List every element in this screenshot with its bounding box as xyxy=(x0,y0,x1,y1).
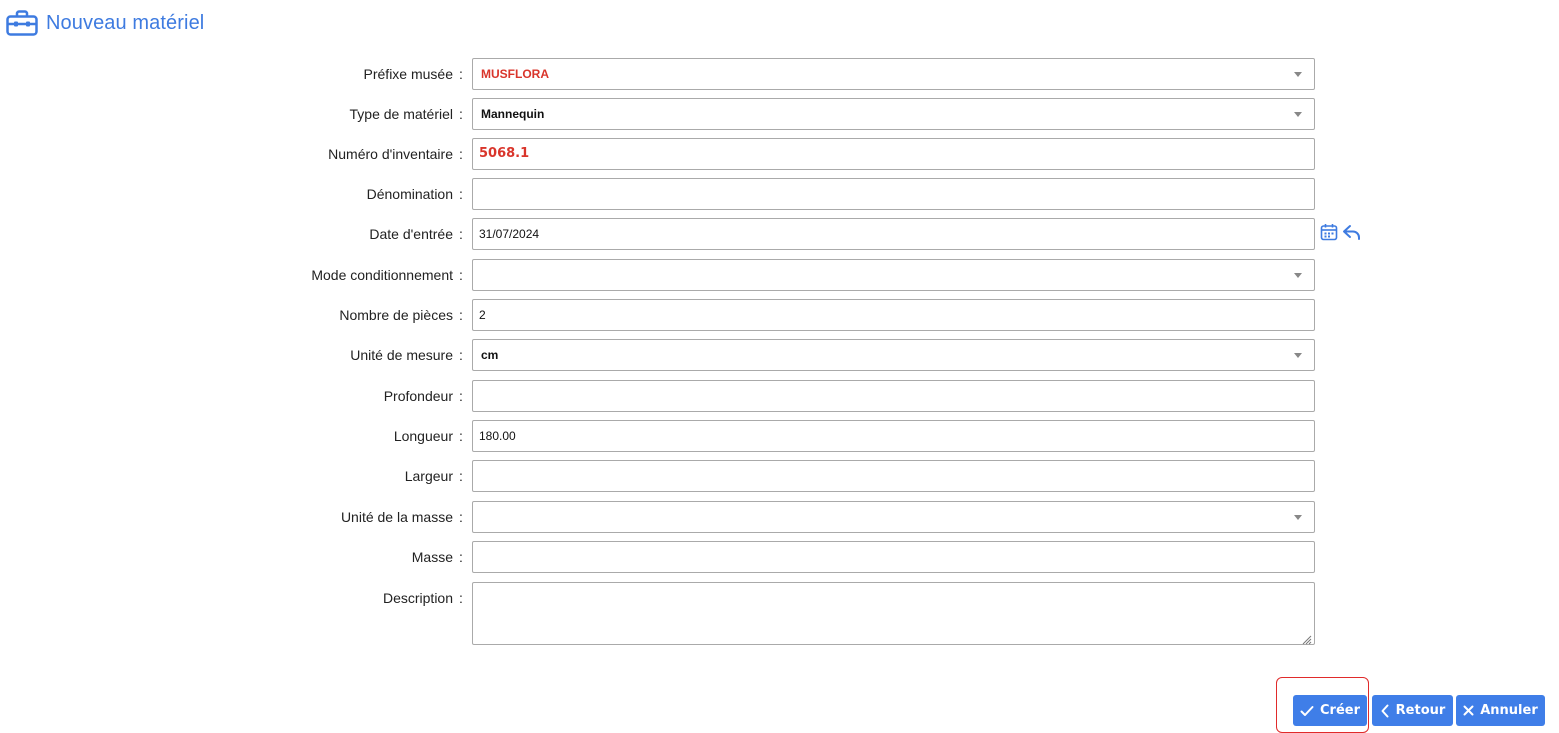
label-colon: : xyxy=(459,468,463,484)
resize-handle-icon[interactable] xyxy=(1302,632,1312,642)
label-longueur: Longueur xyxy=(393,428,453,444)
label-colon: : xyxy=(459,186,463,202)
page-title: Nouveau matériel xyxy=(46,11,205,34)
numero-inventaire-field[interactable] xyxy=(472,138,1315,170)
calendar-icon[interactable] xyxy=(1320,223,1338,246)
label-type-materiel: Type de matériel xyxy=(349,106,453,122)
chevron-down-icon xyxy=(1294,72,1302,77)
row-mode-conditionnement xyxy=(0,259,1559,291)
description-textarea[interactable] xyxy=(472,582,1315,645)
create-button-label: Créer xyxy=(1320,703,1360,718)
date-entree-value: 31/07/2024 xyxy=(479,227,540,241)
close-icon xyxy=(1463,705,1474,716)
largeur-field[interactable] xyxy=(472,460,1315,492)
cancel-button[interactable] xyxy=(1456,695,1545,726)
profondeur-field[interactable] xyxy=(472,380,1315,412)
row-largeur xyxy=(0,460,1559,492)
row-unite-masse xyxy=(0,501,1559,533)
back-button[interactable] xyxy=(1372,695,1453,726)
chevron-down-icon xyxy=(1294,273,1302,278)
label-colon: : xyxy=(459,226,463,242)
row-nombre-pieces xyxy=(0,299,1559,331)
page-header xyxy=(6,10,204,36)
row-date-entree xyxy=(0,218,1559,250)
chevron-down-icon xyxy=(1294,515,1302,520)
row-denomination xyxy=(0,178,1559,210)
row-masse xyxy=(0,541,1559,573)
check-icon xyxy=(1300,705,1314,717)
label-nombre-pieces: Nombre de pièces xyxy=(339,307,453,323)
denomination-field[interactable] xyxy=(472,178,1315,210)
label-date-entree: Date d'entrée xyxy=(369,226,453,242)
mode-conditionnement-select[interactable] xyxy=(472,259,1315,291)
label-colon: : xyxy=(459,590,463,606)
cancel-button-label: Annuler xyxy=(1480,703,1538,718)
label-colon: : xyxy=(459,146,463,162)
label-masse: Masse xyxy=(411,549,453,565)
numero-inventaire-value: 5068.1 xyxy=(479,146,530,161)
nombre-pieces-value: 2 xyxy=(479,308,486,322)
label-largeur: Largeur xyxy=(404,468,453,484)
label-colon: : xyxy=(459,106,463,122)
nombre-pieces-field[interactable] xyxy=(472,299,1315,331)
label-description: Description xyxy=(382,590,453,606)
label-colon: : xyxy=(459,66,463,82)
label-colon: : xyxy=(459,307,463,323)
chevron-down-icon xyxy=(1294,353,1302,358)
create-button[interactable] xyxy=(1293,695,1367,726)
label-unite-mesure: Unité de mesure xyxy=(350,347,453,363)
label-denomination: Dénomination xyxy=(366,186,453,202)
longueur-value: 180.00 xyxy=(479,429,516,443)
label-colon: : xyxy=(459,509,463,525)
chevron-left-icon xyxy=(1380,704,1390,718)
label-colon: : xyxy=(459,428,463,444)
type-materiel-select[interactable] xyxy=(472,98,1315,130)
label-colon: : xyxy=(459,267,463,283)
row-prefixe-musee xyxy=(0,58,1559,90)
row-description xyxy=(0,582,1559,645)
label-colon: : xyxy=(459,549,463,565)
date-actions xyxy=(1320,223,1362,246)
label-mode-conditionnement: Mode conditionnement xyxy=(311,267,453,283)
longueur-field[interactable] xyxy=(472,420,1315,452)
reply-icon[interactable] xyxy=(1342,223,1362,246)
label-colon: : xyxy=(459,347,463,363)
prefixe-musee-select[interactable] xyxy=(472,58,1315,90)
row-unite-mesure xyxy=(0,339,1559,371)
label-colon: : xyxy=(459,388,463,404)
masse-field[interactable] xyxy=(472,541,1315,573)
row-longueur xyxy=(0,420,1559,452)
row-profondeur xyxy=(0,380,1559,412)
prefixe-musee-value: MUSFLORA xyxy=(481,67,549,81)
unite-masse-select[interactable] xyxy=(472,501,1315,533)
unite-mesure-select[interactable] xyxy=(472,339,1315,371)
back-button-label: Retour xyxy=(1395,703,1446,718)
row-type-materiel xyxy=(0,98,1559,130)
label-prefixe-musee: Préfixe musée xyxy=(363,66,453,82)
toolbox-icon xyxy=(6,10,38,36)
date-entree-field[interactable] xyxy=(472,218,1315,250)
unite-mesure-value: cm xyxy=(481,348,499,362)
label-unite-masse: Unité de la masse xyxy=(340,509,453,525)
chevron-down-icon xyxy=(1294,112,1302,117)
type-materiel-value: Mannequin xyxy=(481,107,545,121)
row-numero-inventaire xyxy=(0,138,1559,170)
label-numero-inventaire: Numéro d'inventaire xyxy=(328,146,453,162)
label-profondeur: Profondeur xyxy=(383,388,453,404)
